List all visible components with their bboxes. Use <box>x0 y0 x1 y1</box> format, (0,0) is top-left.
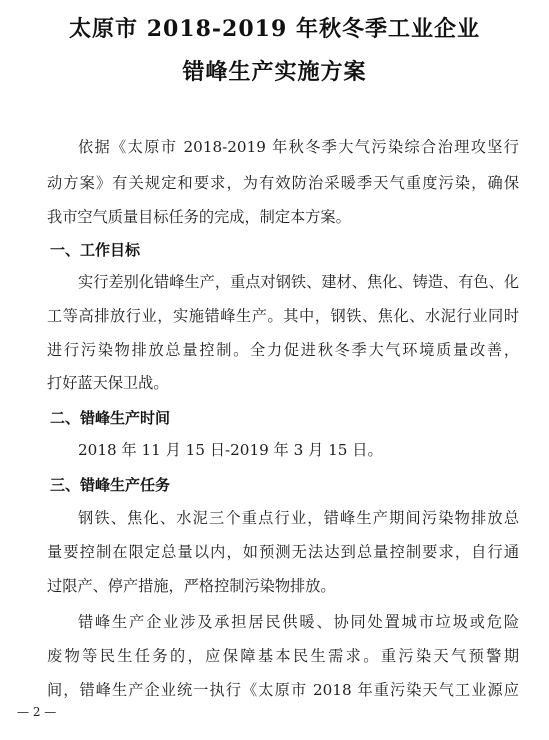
paragraph-line: 量要控制在限定总量以内，如预测无法达到总量控制要求，自行通 <box>47 543 519 561</box>
paragraph-line: 过限产、停产措施，严格控制污染物排放。 <box>47 577 336 595</box>
paragraph-line: 错峰生产企业涉及承担居民供暖、协同处置城市垃圾或危险 <box>78 613 519 631</box>
intro-line: 依据《太原市 2018-2019 年秋冬季大气污染综合治理攻坚行 <box>78 138 519 156</box>
paragraph-line: 进行污染物排放总量控制。全力促进秋冬季大气环境质量改善， <box>47 341 519 359</box>
paragraph-line: 间，错峰生产企业统一执行《太原市 2018 年重污染天气工业源应 <box>47 681 519 699</box>
paragraph-line: 打好蓝天保卫战。 <box>47 374 169 392</box>
paragraph-line: 废物等民生任务的，应保障基本民生需求。重污染天气预警期 <box>47 647 519 665</box>
page-number: — 2 — <box>17 705 57 719</box>
section-time-text: 2018 年 11 月 15 日-2019 年 3 月 15 日。 <box>78 441 383 459</box>
intro-line: 动方案》有关规定和要求，为有效防治采暖季天气重度污染，确保 <box>47 174 519 192</box>
section-heading-time: 二、错峰生产时间 <box>50 409 171 427</box>
section-heading-tasks: 三、错峰生产任务 <box>50 476 171 494</box>
document-title-line-1: 太原市 2018-2019 年秋冬季工业企业 <box>69 16 480 42</box>
paragraph-line: 实行差别化错峰生产，重点对钢铁、建材、焦化、铸造、有色、化 <box>78 273 519 291</box>
document-title-line-2: 错峰生产实施方案 <box>182 59 367 85</box>
paragraph-line: 工等高排放行业，实施错峰生产。其中，钢铁、焦化、水泥行业同时 <box>47 307 519 325</box>
section-heading-goals: 一、工作目标 <box>50 241 141 259</box>
intro-line: 我市空气质量目标任务的完成，制定本方案。 <box>47 208 351 226</box>
paragraph-line: 钢铁、焦化、水泥三个重点行业，错峰生产期间污染物排放总 <box>78 509 519 527</box>
